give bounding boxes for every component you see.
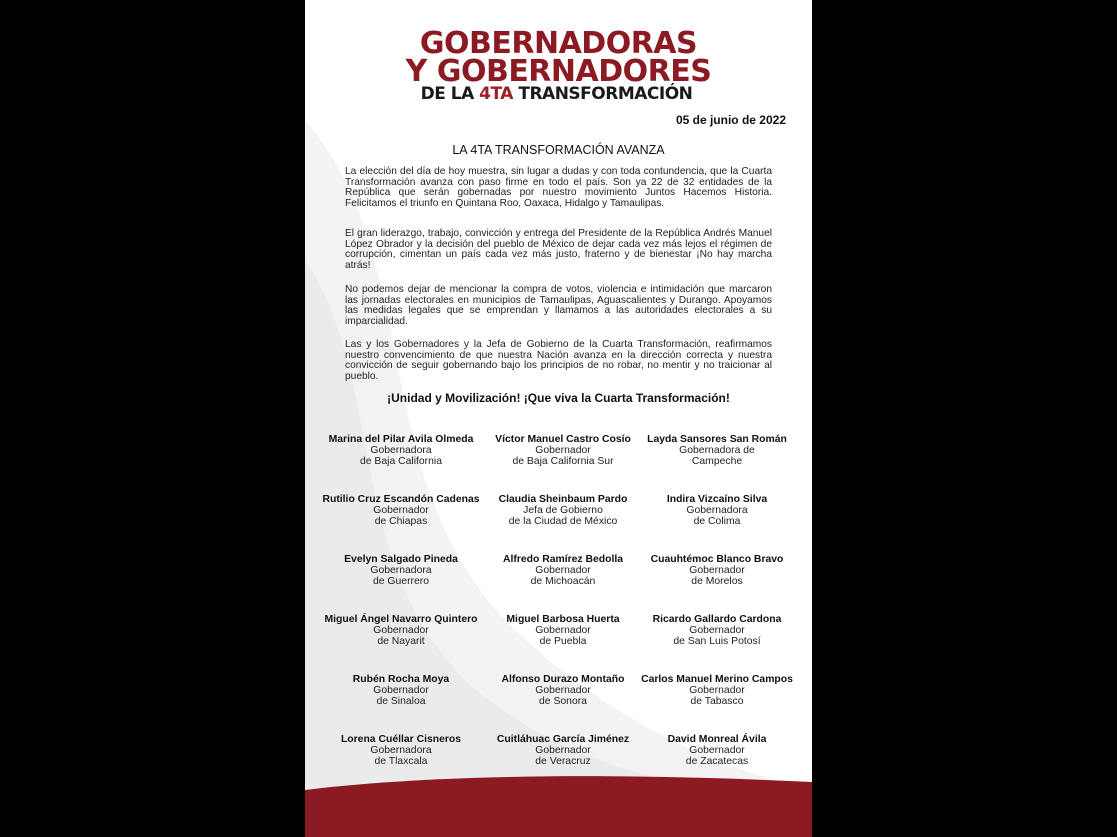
signatory-state: Campeche bbox=[691, 456, 743, 467]
signatory bbox=[315, 434, 487, 467]
title-line-2: Y GOBERNADORES bbox=[405, 54, 712, 89]
signatory-name: Cuauhtémoc Blanco Bravo bbox=[650, 554, 784, 565]
signatory bbox=[477, 494, 649, 527]
document-date: 05 de junio de 2022 bbox=[675, 113, 786, 127]
title-line-3-prefix: DE LA bbox=[420, 84, 480, 104]
signatory-state: de Baja California bbox=[359, 456, 443, 467]
signatory bbox=[631, 734, 803, 767]
signatory-name: Carlos Manuel Merino Campos bbox=[641, 674, 793, 685]
signatory-state: de Nayarit bbox=[377, 636, 425, 647]
signatory-state: de Sonora bbox=[539, 696, 587, 707]
signatory-name: Alfonso Durazo Montaño bbox=[501, 674, 625, 685]
footer-band bbox=[305, 776, 812, 837]
signatory-role: Gobernadora bbox=[370, 445, 432, 456]
signatory-state: de la Ciudad de México bbox=[508, 516, 618, 527]
signatory bbox=[477, 434, 649, 467]
paragraph-4: Las y los Gobernadores y la Jefa de Gobierno de la Cuarta Transformación, reafirmamos nuestro convencimiento de que nuestra Nación avanza en la dirección correcta y nuestra convicción de seguir gobernando bajo los principios de no robar, no mentir y no traicionar al pueblo. bbox=[345, 339, 772, 383]
signatory-name: Claudia Sheinbaum Pardo bbox=[498, 494, 628, 505]
signatory-name: Marina del Pilar Avila Olmeda bbox=[328, 434, 474, 445]
slogan: ¡Unidad y Movilización! ¡Que viva la Cuarta Transformación! bbox=[387, 391, 730, 405]
signatory-name: Víctor Manuel Castro Cosío bbox=[495, 434, 631, 445]
signatory-state: de Veracruz bbox=[535, 756, 591, 767]
signatory bbox=[631, 674, 803, 707]
document-page bbox=[305, 0, 812, 837]
signatory-name: Layda Sansores San Román bbox=[647, 434, 787, 445]
signatory bbox=[315, 614, 487, 647]
signatory-name: Rubén Rocha Moya bbox=[352, 674, 450, 685]
signatory-name: Rutilio Cruz Escandón Cadenas bbox=[322, 494, 480, 505]
signatory-state: de Zacatecas bbox=[685, 756, 749, 767]
signatory-role: Gobernador bbox=[373, 505, 429, 516]
signatory-role: Gobernador bbox=[689, 685, 745, 696]
signatory-role: Gobernador bbox=[373, 685, 429, 696]
paragraph-2: El gran liderazgo, trabajo, convicción y entrega del Presidente de la República Andrés Manuel López Obrador y la decisión del pueblo de México de dejar cada vez más lejos el régimen de corrupción, cimentan un país cada vez más justo, fraterno y de bienestar ¡No hay marcha atrás! bbox=[345, 228, 772, 272]
paragraph-3: No podemos dejar de mencionar la compra de votos, violencia e intimidación que marcaron las jornadas electorales en municipios de Tamaulipas, Aguascalientes y Durango. Apoyamos las medidas legales que se emprendan y llamamos a las autoridades electorales a su imparcialidad. bbox=[345, 284, 772, 328]
signatory-role: Gobernadora bbox=[370, 745, 432, 756]
title-line-3-suffix: TRANSFORMACIÓN bbox=[512, 84, 693, 104]
signatory-name: Miguel Barbosa Huerta bbox=[506, 614, 620, 625]
signatory-role: Gobernadora bbox=[370, 565, 432, 576]
signatory-name: Alfredo Ramírez Bedolla bbox=[502, 554, 624, 565]
signatory-state: de Michoacán bbox=[530, 576, 596, 587]
signatory-state: de Colima bbox=[693, 516, 741, 527]
document-heading: LA 4TA TRANSFORMACIÓN AVANZA bbox=[452, 143, 665, 157]
signatory bbox=[631, 614, 803, 647]
signatory-role: Gobernador bbox=[535, 685, 591, 696]
signatory bbox=[315, 554, 487, 587]
title-line-3-highlight: 4TA bbox=[479, 84, 513, 104]
signatory-state: de Sinaloa bbox=[376, 696, 426, 707]
signatory-state: de Chiapas bbox=[374, 516, 428, 527]
signatory bbox=[631, 494, 803, 527]
signatory-role: Gobernador bbox=[535, 745, 591, 756]
signatory-state: de Puebla bbox=[539, 636, 587, 647]
signatory-role: Gobernadora de bbox=[679, 445, 755, 456]
signatory-role: Jefa de Gobierno bbox=[523, 505, 603, 516]
signatory-role: Gobernador bbox=[373, 625, 429, 636]
signatory-role: Gobernador bbox=[689, 565, 745, 576]
signatory-name: Lorena Cuéllar Cisneros bbox=[340, 734, 462, 745]
signatory-name: Cuitláhuac García Jiménez bbox=[496, 734, 630, 745]
title-line-3 bbox=[343, 84, 770, 104]
signatory bbox=[315, 674, 487, 707]
signatory-state: de San Luis Potosí bbox=[673, 636, 761, 647]
signatory-role: Gobernador bbox=[689, 745, 745, 756]
signatory-name: David Monreal Ávila bbox=[667, 734, 767, 745]
signatory-name: Ricardo Gallardo Cardona bbox=[652, 614, 782, 625]
signatory-name: Evelyn Salgado Pineda bbox=[344, 554, 458, 565]
signatory-role: Gobernador bbox=[535, 625, 591, 636]
signatory bbox=[477, 734, 649, 767]
signatory bbox=[315, 734, 487, 767]
signatory-role: Gobernador bbox=[535, 565, 591, 576]
signatory-state: de Tlaxcala bbox=[374, 756, 428, 767]
signatory-name: Indira Vizcaíno Silva bbox=[666, 494, 768, 505]
title-line-1: GOBERNADORAS bbox=[419, 26, 698, 61]
signatory-role: Gobernador bbox=[689, 625, 745, 636]
signatory-role: Gobernadora bbox=[686, 505, 748, 516]
signatory bbox=[477, 674, 649, 707]
signatory-state: de Tabasco bbox=[690, 696, 744, 707]
signatory-name: Miguel Ángel Navarro Quintero bbox=[324, 614, 478, 625]
signatory-state: de Baja California Sur bbox=[512, 456, 614, 467]
signatory-state: de Guerrero bbox=[372, 576, 430, 587]
signatory-role: Gobernador bbox=[535, 445, 591, 456]
signatory bbox=[631, 554, 803, 587]
signatory bbox=[477, 554, 649, 587]
signatory bbox=[631, 434, 803, 467]
signatory-state: de Morelos bbox=[691, 576, 743, 587]
paragraph-1: La elección del día de hoy muestra, sin lugar a dudas y con toda contundencia, que la Cuarta Transformación avanza con paso firme en todo el país. Son ya 22 de 32 entidades de la República que serán gobernadas por nuestro movimiento Juntos Hacemos Historia. Felicitamos el triunfo en Quintana Roo, Oaxaca, Hidalgo y Tamaulipas. bbox=[345, 166, 772, 210]
signatory bbox=[315, 494, 487, 527]
signatory bbox=[477, 614, 649, 647]
